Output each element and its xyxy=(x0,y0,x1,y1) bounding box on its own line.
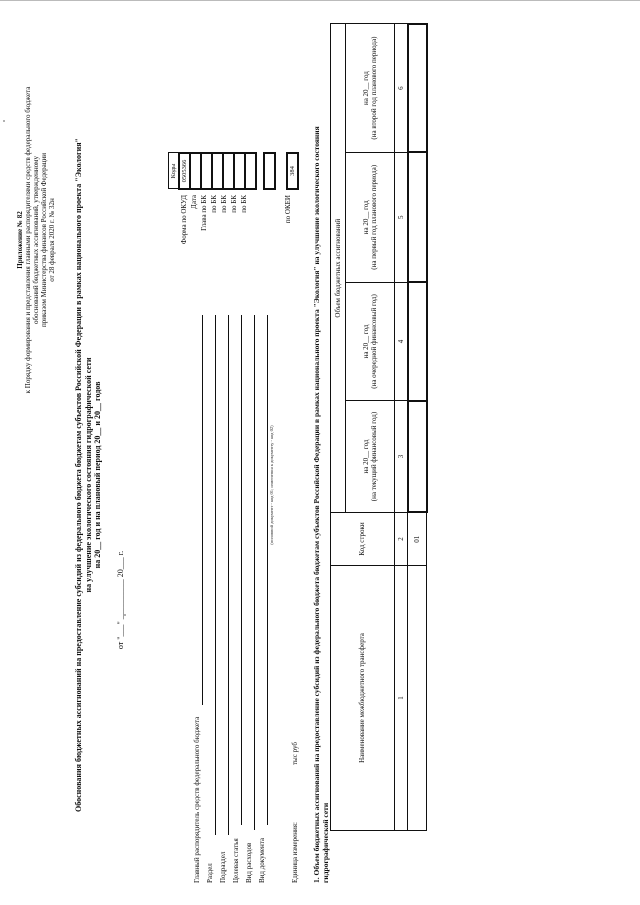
value-cell xyxy=(408,401,427,513)
col-number: 3 xyxy=(395,401,408,513)
year-period: (на очередной финансовый год) xyxy=(370,294,378,389)
value-cell xyxy=(408,282,427,400)
title-line: на 20__ год и на плановый период 20__ и 20__ годов xyxy=(93,381,103,569)
document-type-line xyxy=(267,315,268,825)
col-number: 1 xyxy=(395,566,408,831)
unit-value: тыс руб xyxy=(291,742,299,765)
appendix-line: приказом Министерства финансов Российской Федерации xyxy=(40,153,49,327)
year-col-next xyxy=(346,282,395,400)
budget-table xyxy=(330,23,428,831)
value-cell xyxy=(408,24,427,152)
title-line: на улучшение экологического состояния гидрографической сети xyxy=(83,357,93,593)
title-line: Обоснования бюджетных ассигнований на предоставление субсидий из федерального бюджета бюджетам субъектов Российской Федерации в рамках национального проекта "Экология" xyxy=(74,138,83,812)
okei-code-value: 384 xyxy=(287,153,298,189)
okei-label: по ОКЕИ xyxy=(284,195,292,224)
year-label: на 20__ год xyxy=(361,324,370,359)
chapter-label: Глава по БК xyxy=(200,195,208,231)
target-article-label: Целевая статья xyxy=(232,838,240,883)
chapter-code-cell xyxy=(201,153,212,189)
bk-code-cell xyxy=(245,153,256,189)
manager-label: Главный распорядитель средств федерального бюджета xyxy=(193,716,201,883)
date-label: Дата xyxy=(190,195,198,209)
form-title xyxy=(74,115,103,835)
codes-box xyxy=(168,152,299,190)
bk-label: по БК xyxy=(230,195,238,213)
manager-line xyxy=(202,315,203,705)
bk-code-cell xyxy=(223,153,234,189)
appendix-number: Приложение № 82 xyxy=(16,211,24,269)
section-label: Раздел xyxy=(206,863,214,883)
year-period: (на второй год планового периода) xyxy=(370,36,378,140)
year-label: на 20__ год xyxy=(361,71,370,106)
col-group-header: Объем бюджетных ассигнований xyxy=(331,24,346,513)
okud-label: Форма по ОКУД xyxy=(180,195,188,245)
date-code-cell xyxy=(190,153,201,189)
unit-label: Единица измерения: xyxy=(291,822,299,883)
col-number: 4 xyxy=(395,282,408,400)
subsection-label: Подраздел xyxy=(219,851,227,883)
section-line xyxy=(215,315,216,835)
date-line: от "___" __________ 20___ г. xyxy=(116,550,125,650)
year-label: на 20__ год xyxy=(361,439,370,474)
col-number: 6 xyxy=(395,24,408,152)
bk-label: по БК xyxy=(220,195,228,213)
form-code-value: 0505366 xyxy=(179,153,190,189)
bk-code-cell xyxy=(234,153,245,189)
year-col-current xyxy=(346,401,395,513)
expense-type-line xyxy=(254,315,255,830)
col-code-header: Код строки xyxy=(331,513,395,566)
expense-type-label: Вид расходов xyxy=(245,842,253,883)
year-col-plan2 xyxy=(346,24,395,152)
appendix-line: от 28 февраля 2020 г. № 32н xyxy=(48,198,57,282)
document-type-hint: (основной документ - код 01; изменения к документу - код 02) xyxy=(269,425,274,545)
year-period: (на первый год планового периода) xyxy=(370,164,378,270)
codes-table xyxy=(168,152,299,190)
bk-label: по БК xyxy=(240,195,248,213)
doc-type-cell xyxy=(264,153,275,189)
rotated-form-page xyxy=(8,15,628,895)
codes-header: Коды xyxy=(169,153,180,189)
year-label: на 20__ год xyxy=(361,200,370,235)
bk-label: по БК xyxy=(210,195,218,213)
appendix-line: к Порядку формирования и представления главными распорядителями средств федерального бюджета xyxy=(24,86,33,394)
value-cell xyxy=(408,152,427,282)
appendix-block xyxy=(16,25,56,455)
codes-spacer xyxy=(275,153,287,189)
section1-heading: 1. Объем бюджетных ассигнований на предоставление субсидий из федерального бюджета бюджетам субъектов Российской Федерации в рамках национального проекта "Экология" на улучшение экологического состояния гидрографической сети xyxy=(312,126,330,883)
row-name-cell xyxy=(408,566,427,831)
col-name-header: Наименование межбюджетного трансферта xyxy=(331,566,395,831)
col-number: 5 xyxy=(395,152,408,282)
subsection-line xyxy=(228,315,229,835)
year-period: (на текущий финансовый год) xyxy=(370,411,378,502)
row-code-cell: 01 xyxy=(408,513,427,566)
codes-spacer xyxy=(256,153,264,189)
bk-code-cell xyxy=(212,153,223,189)
target-article-line xyxy=(241,315,242,825)
document-type-label: Вид документа xyxy=(258,837,266,883)
year-col-plan1 xyxy=(346,152,395,282)
col-number: 2 xyxy=(395,513,408,566)
appendix-line: обоснований бюджетных ассигнований, утвержденному xyxy=(32,156,41,324)
